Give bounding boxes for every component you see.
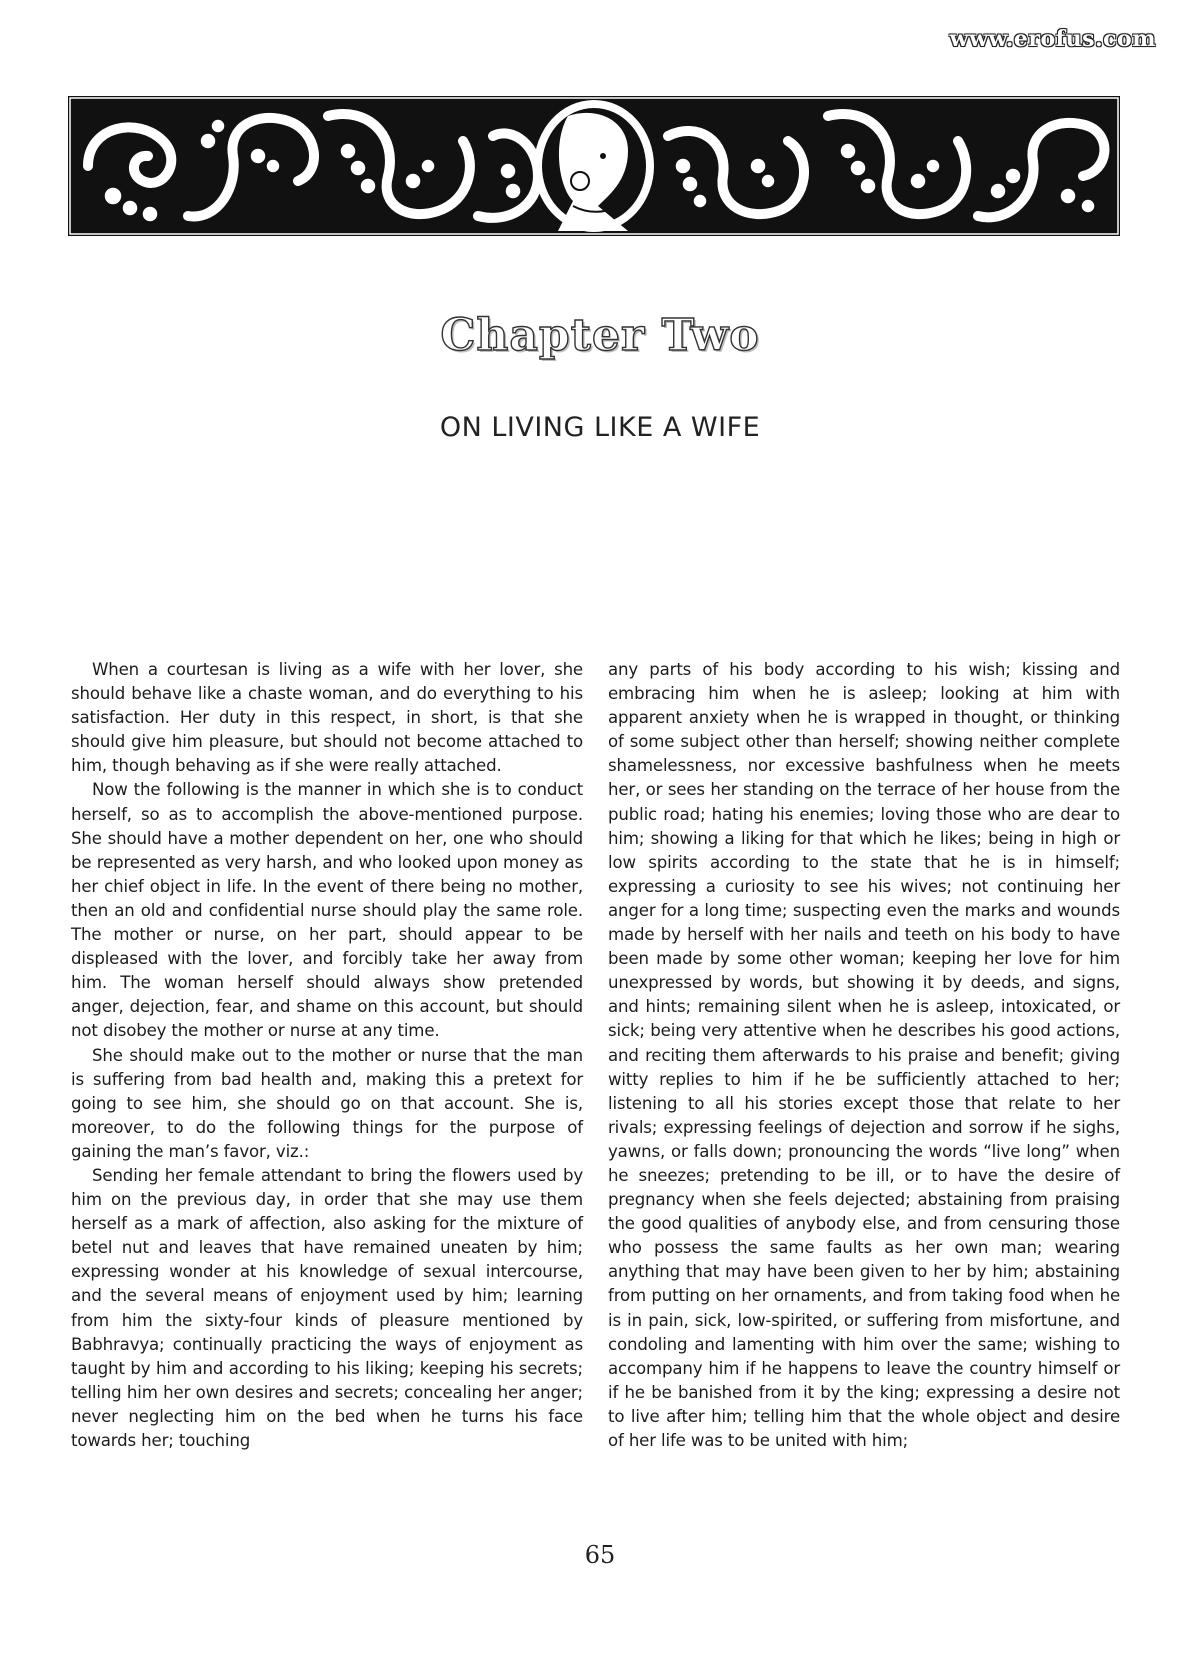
text-column-left <box>71 658 583 1453</box>
paragraph: Sending her female attendant to bring the flowers used by him on the previous day, in order that she may use them herself as a mark of affection, also asking for the mixture of betel nut and leaves that have remained uneaten by him; expressing wonder at his knowledge of sexual intercourse, and the several means of enjoyment used by him; learning from him the sixty-four kinds of pleasure mentioned by Babhravya; continually practicing the ways of enjoyment as taught by him and according to his liking; keeping his secrets; telling him her own desires and secrets; concealing her anger; never neglecting him on the bed when he turns his face towards her; touching <box>71 1165 583 1450</box>
decorative-banner <box>68 96 1120 236</box>
paragraph: When a courtesan is living as a wife with her lover, she should behave like a chaste woman, and do everything to his satisfaction. Her duty in this respect, in short, is that she should give him pleasure, but should not become attached to him, though behaving as if she were really attached. <box>71 660 583 776</box>
paragraph: She should make out to the mother or nurse that the man is suffering from bad health and, making this a pretext for going to see him, she should go on that account. She is, moreover, to do the following things for the purpose of gaining the man’s favor, viz.: <box>71 1045 583 1161</box>
paragraph: Now the following is the manner in which she is to conduct herself, so as to accomplish the above-mentioned purpose. She should have a mother dependent on her, one who should be represented as very harsh, and who looked upon money as her chief object in life. In the event of there being no mother, then an old and confidential nurse should play the same role. The mother or nurse, on her part, should appear to be displeased with the lover, and forcibly take her away from him. The woman herself should always show pretended anger, dejection, fear, and shame on this account, but should not disobey the mother or nurse at any time. <box>71 780 583 1041</box>
watermark: www.erofus.com <box>949 26 1156 52</box>
woman-figure-illustration <box>534 100 654 232</box>
chapter-title: Chapter Two <box>440 310 760 361</box>
section-title: ON LIVING LIKE A WIFE <box>439 412 761 443</box>
text-column-right <box>608 658 1120 1453</box>
page-number: 65 <box>584 1541 616 1569</box>
paragraph: any parts of his body according to his wish; kissing and embracing him when he is asleep; looking at him with apparent anxiety when he is wrapped in thought, or thinking of some subject other than herself; showing neither complete shamelessness, nor excessive bashfulness when he meets her, or sees her standing on the terrace of her house from the public road; hating his enemies; loving those who are dear to him; showing a liking for that which he likes; being in high or low spirits according to the state that he is in himself; expressing a curiosity to see his wives; not continuing her anger for a long time; suspecting even the marks and wounds made by herself with her nails and teeth on his body to have been made by some other woman; keeping her love for him unexpressed by words, but showing it by deeds, and signs, and hints; remaining silent when he is asleep, intoxicated, or sick; being very attentive when he describes his good actions, and reciting them afterwards to his praise and benefit; giving witty replies to him if he be sufficiently attached to her; listening to all his stories except those that relate to her rivals; expressing feelings of dejection and sorrow if he sighs, yawns, or falls down; pronouncing the words “live long” when he sneezes; pretending to be ill, or to have the desire of pregnancy when she feels dejected; abstaining from praising the good qualities of anybody else, and from censuring those who possess the same faults as her own man; wearing anything that may have been given to her by him; abstaining from putting on her ornaments, and from taking food when he is in pain, sick, low-spirited, or suffering from misfortune, and condoling and lamenting with him over the same; wishing to accompany him if he happens to leave the country himself or if he be banished from it by the king; expressing a desire not to live after him; telling him that the whole object and desire of her life was to be united with him; <box>608 660 1120 1450</box>
